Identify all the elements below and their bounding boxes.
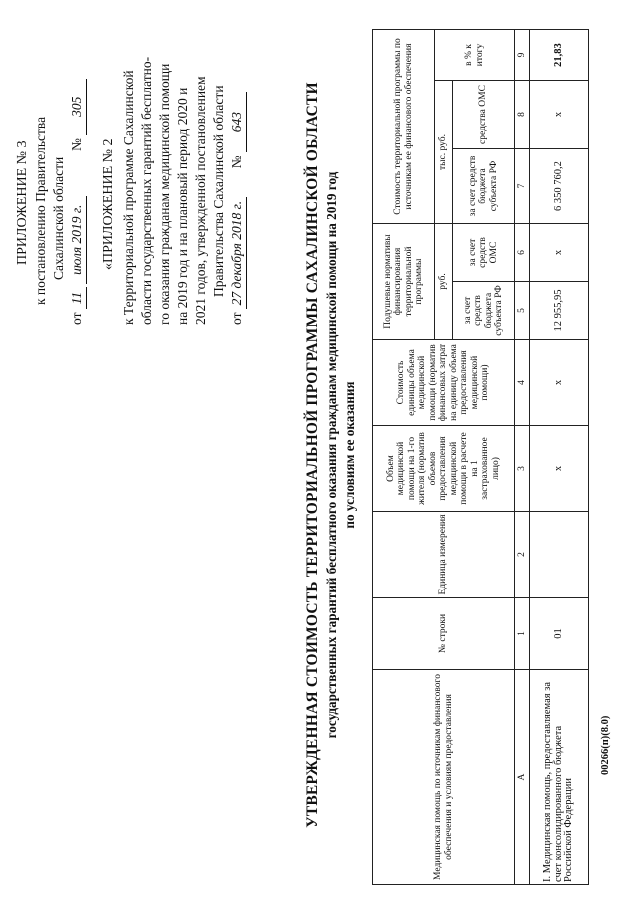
header-row-1 bbox=[373, 29, 435, 884]
row-percent: 21,83 bbox=[530, 29, 589, 80]
resolution-date-line bbox=[68, 79, 87, 325]
date-prefix: от bbox=[69, 312, 84, 325]
column-number: 6 bbox=[515, 224, 530, 282]
sub-line-6: Правительства Сахалинской области bbox=[211, 85, 226, 297]
row-cost-budget: 6 350 760,2 bbox=[530, 149, 589, 224]
header-col-7: за счет средств бюджета субъекта РФ bbox=[453, 149, 515, 224]
header-group-cost: Стоимость территориальной программы по источникам ее финансового обеспечения bbox=[373, 29, 435, 223]
document-code: 00266(п)(8.0) bbox=[600, 715, 611, 775]
number-value: 305 bbox=[68, 79, 87, 135]
document-title: УТВЕРЖДЕННАЯ СТОИМОСТЬ ТЕРРИТОРИАЛЬНОЙ ПРОГРАММЫ САХАЛИНСКОЙ ОБЛАСТИ bbox=[304, 82, 321, 828]
header-unit-rub: руб. bbox=[435, 224, 453, 340]
column-number: 7 bbox=[515, 149, 530, 224]
header-col-6: за счет средств ОМС bbox=[453, 224, 515, 282]
document-subtitle: государственных гарантий бесплатного оказания гражданам медицинской помощи на 2019 год bbox=[324, 171, 339, 739]
sub-date-prefix: от bbox=[229, 312, 244, 325]
document-subtitle-2: по условиям ее оказания bbox=[342, 381, 357, 529]
row-per-capita-oms: х bbox=[530, 224, 589, 282]
row-per-capita-budget: 12 955,95 bbox=[530, 282, 589, 340]
header-group-per-capita: Подушевые нормативы финансирования территориальной программы bbox=[373, 224, 435, 340]
table-row bbox=[530, 29, 589, 884]
column-number: 1 bbox=[515, 598, 530, 670]
header-col-4: Стоимость единицы объема медицинской помощи (норматив финансовых затрат на единицу объема предоставления медицинской помощи) bbox=[373, 340, 515, 426]
sub-line-3: го оказания гражданам медицинской помощи bbox=[157, 63, 172, 325]
header-col-5: за счет средств бюджета субъекта РФ bbox=[453, 282, 515, 340]
column-number-row bbox=[515, 29, 530, 884]
column-number: 8 bbox=[515, 81, 530, 149]
header-col-a: Медицинская помощь по источникам финансового обеспечения и условиям предоставления bbox=[373, 670, 515, 885]
number-prefix: № bbox=[69, 138, 84, 152]
cost-table bbox=[372, 29, 589, 885]
appendix-title: ПРИЛОЖЕНИЕ № 3 bbox=[15, 140, 30, 265]
region-line: Сахалинской области bbox=[51, 156, 66, 280]
date-month-year: июля 2019 г. bbox=[68, 196, 87, 284]
row-cost-oms: х bbox=[530, 81, 589, 149]
sub-number-value: 643 bbox=[228, 92, 247, 152]
header-col-3: Объем медицинской помощи на 1-го жителя (норматив объемов предоставления медицинской помощи в расчете на 1 застрахованное лицо) bbox=[373, 426, 515, 512]
sub-line-2: области государственных гарантий бесплатно- bbox=[139, 56, 154, 325]
resolution-line: к постановлению Правительства bbox=[33, 116, 48, 305]
row-unit bbox=[530, 512, 589, 598]
header-col-1: № строки bbox=[373, 598, 515, 670]
row-volume: х bbox=[530, 426, 589, 512]
sub-date-line bbox=[228, 92, 247, 325]
date-day: 11 bbox=[68, 287, 87, 309]
column-number: А bbox=[515, 670, 530, 885]
sub-line-1: к Территориальной программе Сахалинской bbox=[121, 70, 136, 325]
header-col-9: в % к итогу bbox=[435, 29, 515, 80]
row-unit-cost: х bbox=[530, 340, 589, 426]
row-name: I. Медицинская помощь, предоставляемая за счет консолидированного бюджета Российской Федерации bbox=[530, 670, 589, 885]
sub-appendix-title: «ПРИЛОЖЕНИЕ № 2 bbox=[101, 138, 116, 270]
header-col-2: Единица измерения bbox=[373, 512, 515, 598]
sub-number-prefix: № bbox=[229, 155, 244, 169]
column-number: 2 bbox=[515, 512, 530, 598]
header-unit-thousand-rub: тыс. руб. bbox=[435, 81, 453, 224]
column-number: 4 bbox=[515, 340, 530, 426]
header-col-8: средства ОМС bbox=[453, 81, 515, 149]
column-number: 5 bbox=[515, 282, 530, 340]
row-number: 01 bbox=[530, 598, 589, 670]
column-number: 3 bbox=[515, 426, 530, 512]
sub-line-4: на 2019 год и на плановый период 2020 и bbox=[175, 87, 190, 325]
column-number: 9 bbox=[515, 29, 530, 80]
sub-date-value: 27 декабря 2018 г. bbox=[228, 197, 247, 309]
sub-line-5: 2021 годов, утвержденной постановлением bbox=[193, 76, 208, 325]
